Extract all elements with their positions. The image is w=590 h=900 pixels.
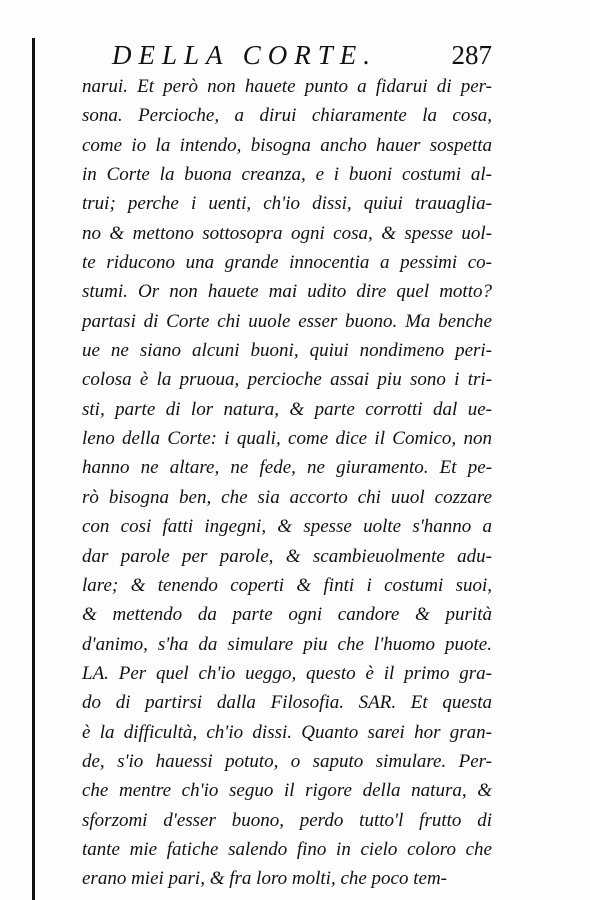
text-line: ue ne siano alcuni buoni, quiui nondimeno peri- [82,340,492,362]
page-number: 287 [451,40,492,70]
text-line: in Corte la buona creanza, e i buoni costumi al- [82,164,492,186]
text-line: partasi di Corte chi uuole esser buono. Ma benche [82,310,492,332]
body-text [82,72,492,894]
text-line: è la difficultà, ch'io dissi. Quanto sarei hor gran- [82,721,492,743]
text-line: narui. Et però non hauete punto a fidarui di per- [82,76,492,97]
text-line: stumi. Or non hauete mai udito dire quel motto? [82,281,492,303]
running-title: DELLA CORTE. [112,40,378,70]
text-line: colosa è la pruoua, percioche assai piu sono i tri- [82,369,492,391]
text-line: LA. Per quel ch'io ueggo, questo è il primo gra- [82,662,492,684]
text-line: rò bisogna ben, che sia accorto chi uuol cozzare [82,486,492,508]
text-line: sforzomi d'esser buono, perdo tutto'l frutto di [82,809,492,831]
text-line: tante mie fatiche salendo fino in cielo coloro che [82,838,492,860]
text-line: che mentre ch'io seguo il rigore della natura, & [82,780,492,802]
text-line: de, s'io hauessi potuto, o saputo simulare. Per- [82,750,492,772]
text-line: d'animo, s'ha da simulare piu che l'huomo puote. [82,633,492,655]
text-line: sti, parte di lor natura, & parte corrotti dal ue- [82,398,492,420]
text-line: come io la intendo, bisogna ancho hauer sospetta [82,134,492,156]
text-line: trui; perche i uenti, ch'io dissi, quiui trauaglia- [82,193,492,215]
text-line: no & mettono sottosopra ogni cosa, & spesse uol- [82,222,492,244]
text-line: do di partirsi dalla Filosofia. SAR. Et questa [82,692,492,714]
text-line: te riducono una grande innocentia a pessimi co- [82,252,492,274]
text-line: con cosi fatti ingegni, & spesse uolte s'hanno a [82,516,492,538]
text-line: erano miei pari, & fra loro molti, che poco tem- [82,868,447,890]
text-line: lare; & tenendo coperti & finti i costumi suoi, [82,574,492,596]
text-line: dar parole per parole, & scambieuolmente adu- [82,545,492,567]
text-line: & mettendo da parte ogni candore & purità [82,604,492,626]
text-line: leno della Corte: i quali, come dice il Comico, non [82,428,492,450]
gutter-edge [32,38,35,900]
text-line: sona. Percioche, a dirui chiaramente la cosa, [82,105,492,127]
text-line: hanno ne altare, ne fede, ne giuramento. Et pe- [82,457,492,479]
running-head [112,40,492,72]
